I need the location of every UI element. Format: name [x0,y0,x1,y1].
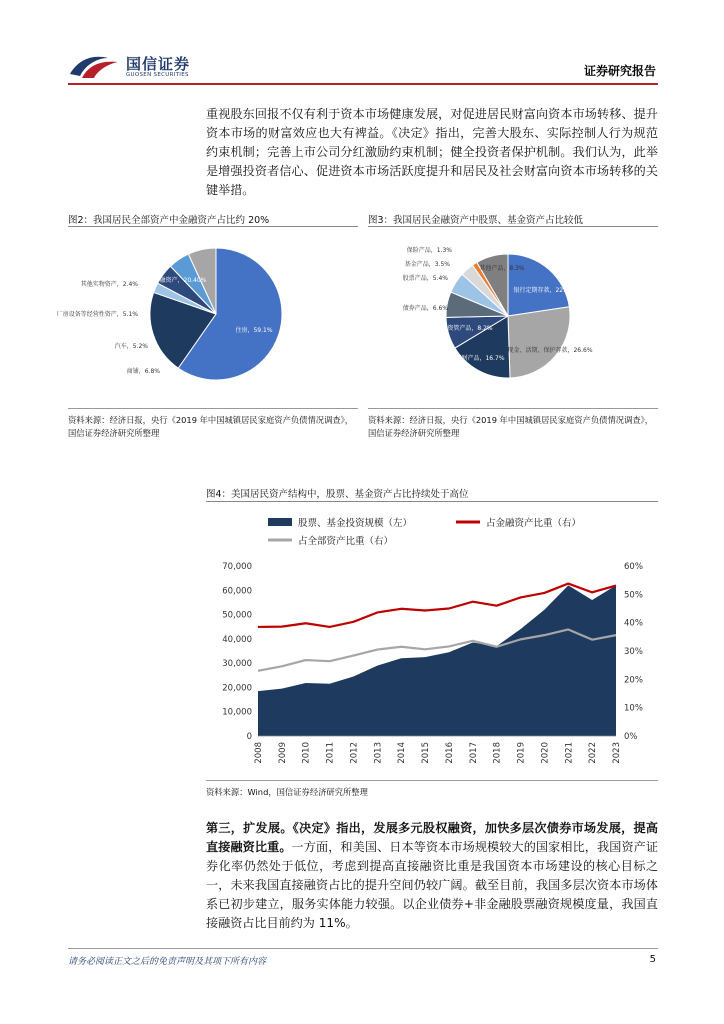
figure4-yleft-tick-5: 50,000 [222,610,252,621]
figure4-yright-tick-0: 0% [624,732,638,742]
figure3-label-4: 债券产品，6.6% [402,305,448,312]
body-paragraph-1: 重视股东回报不仅有利于资本市场健康发展，对促进居民财富向资本市场转移、提升资本市场的财富效应也大有裨益。《决定》指出，完善大股东、实际控制人行为规范约束机制；完善上市公司分红激励约束机制；健全投资者保护机制。我们认为，此举是增强投资者信心、促进资本市场活跃度提升和居民及社会财富向资本市场转移的关键举措。 [206,107,658,197]
figure2-label-4: 汽车，5.2% [114,343,148,350]
report-header [68,50,658,86]
figure4-x-tick-0: 2008 [254,742,264,764]
figure4-bottom-rule [206,780,658,781]
figure3-title: 图3：我国居民金融资产中股票、基金资产占比较低 [368,215,584,226]
header-divider [68,83,658,85]
figure3-label-7: 保险产品，1.3% [406,247,452,254]
figure4-yleft-tick-3: 30,000 [222,659,252,670]
figure3-label-1: 现金、活期、保护存款，26.6% [507,347,593,354]
footer-disclaimer: 请务必阅读正文之后的免责声明及其项下所有内容 [68,957,267,967]
figure4-legend-label-2: 占全部资产比重（右） [298,536,394,547]
footer-divider [68,948,658,949]
figure4-x-tick-1: 2009 [277,742,288,764]
figure3-slice-0 [508,254,569,316]
figure4-x-tick-14: 2022 [588,742,599,764]
figure2-label-2: 其他实物资产，2.4% [80,281,138,288]
figure2-label-0: 住房，59.1% [235,327,273,334]
figure4-top-rule [206,501,658,502]
figure4-yleft-tick-1: 10,000 [222,707,252,718]
figure4-yleft-tick-6: 60,000 [222,586,252,597]
figure4-yright-tick-5: 50% [624,590,643,601]
figure4-legend-label-0: 股票、基金投资规模（左） [298,518,413,529]
figure4-x-tick-6: 2014 [397,742,408,764]
figure4-title: 图4：美国居民资产结构中，股票、基金资产占比持续处于高位 [206,489,469,500]
figure4-combo-chart [206,506,658,776]
figure4-yright-tick-1: 10% [624,703,643,714]
figure2-bottom-rule [68,408,358,409]
figure4-x-tick-8: 2016 [444,742,455,764]
figure3-label-0: 银行定期存款，22.4% [513,287,575,294]
figure4-yright-tick-6: 60% [624,562,643,572]
figure2-source: 资料来源：经济日报，央行《2019 年中国城镇居民家庭资产负债情况调查》，国信证券经济研究所整理 [68,415,354,438]
figure2-top-rule [68,226,358,227]
figure2-pie-chart [56,230,358,406]
figure4-yright-tick-4: 40% [624,618,643,629]
figure2-title: 图2：我国居民全部资产中金融资产占比约 20% [68,215,270,226]
figure4-legend-label-1: 占金融资产比重（右） [486,518,582,529]
guosen-logo-icon [68,52,122,80]
figure3-label-3: 资管产品，8.2% [447,325,493,332]
figure4-yleft-tick-0: 0 [246,732,252,742]
figure4-x-tick-12: 2020 [540,742,551,764]
body-paragraph-2 [206,819,658,933]
paragraph2-bold-lead: 第三，扩发展。《决定》指出，发展多元股权融资，加快多层次债券市场发展，提高直接融资比重。 [206,821,658,854]
figure4-yleft-tick-7: 70,000 [222,562,252,572]
figure4-x-tick-7: 2015 [421,742,432,764]
figure3-source: 资料来源：经济日报，央行《2019 年中国城镇居民家庭资产负债情况调查》，国信证券经济研究所整理 [368,415,654,438]
figure4-source: 资料来源：Wind，国信证券经济研究所整理 [206,787,368,797]
figure4-yright-tick-2: 20% [624,675,643,686]
figure3-top-rule [368,226,658,227]
guosen-logo [68,50,208,82]
figure4-x-tick-2: 2010 [301,742,312,764]
figure4-x-tick-5: 2013 [373,742,384,764]
figure4-x-tick-11: 2019 [516,742,527,764]
figure3-label-6: 基金产品，3.5% [404,261,450,268]
figure2-label-1: 金融资产，20.40% [153,277,207,284]
figure4-x-tick-13: 2021 [564,742,575,764]
figure3-label-8: 其他产品，8.3% [479,265,525,272]
figure3-bottom-rule [368,408,658,409]
paragraph2-body: 一方面，和美国、日本等资本市场规模较大的国家相比，我国资产证券化率仍然处于低位，考虑到提高直接融资比重是我国资本市场建设的核心目标之一，未来我国直接融资占比的提升空间仍较广阔。截至目前，我国多层次资本市场体系已初步建立，服务实体能力较强。以企业债券+非金融股票融资规模度量，我国直接融资占比目前约为 11%。 [206,840,658,930]
page-number: 5 [649,954,656,965]
figure4-legend-swatch-0 [268,518,292,526]
report-type-label: 证券研究报告 [583,64,656,78]
figure2-label-5: 商铺，6.8% [126,368,160,375]
figure4-yleft-tick-4: 40,000 [222,634,252,645]
figure4-x-tick-15: 2023 [612,742,622,764]
figure4-x-tick-10: 2018 [492,742,503,764]
figure4-yright-tick-3: 30% [624,647,643,657]
figure3-slice-1 [508,307,570,378]
figure2-label-3: 厂房设备等经营性资产，5.1% [56,311,138,318]
figure4-x-tick-3: 2011 [325,742,336,764]
figure3-label-2: 银行理财产品，16.7% [443,355,505,362]
logo-chinese-name: 国信证券 [126,55,191,73]
figure4-x-tick-9: 2017 [468,742,479,764]
figure4-x-tick-4: 2012 [349,742,360,764]
logo-english-name: GUOSEN SECURITIES [126,72,189,78]
figure3-label-5: 股票产品，5.4% [402,275,448,282]
figure3-pie-chart [368,230,658,406]
figure4-yleft-tick-2: 20,000 [222,683,252,694]
